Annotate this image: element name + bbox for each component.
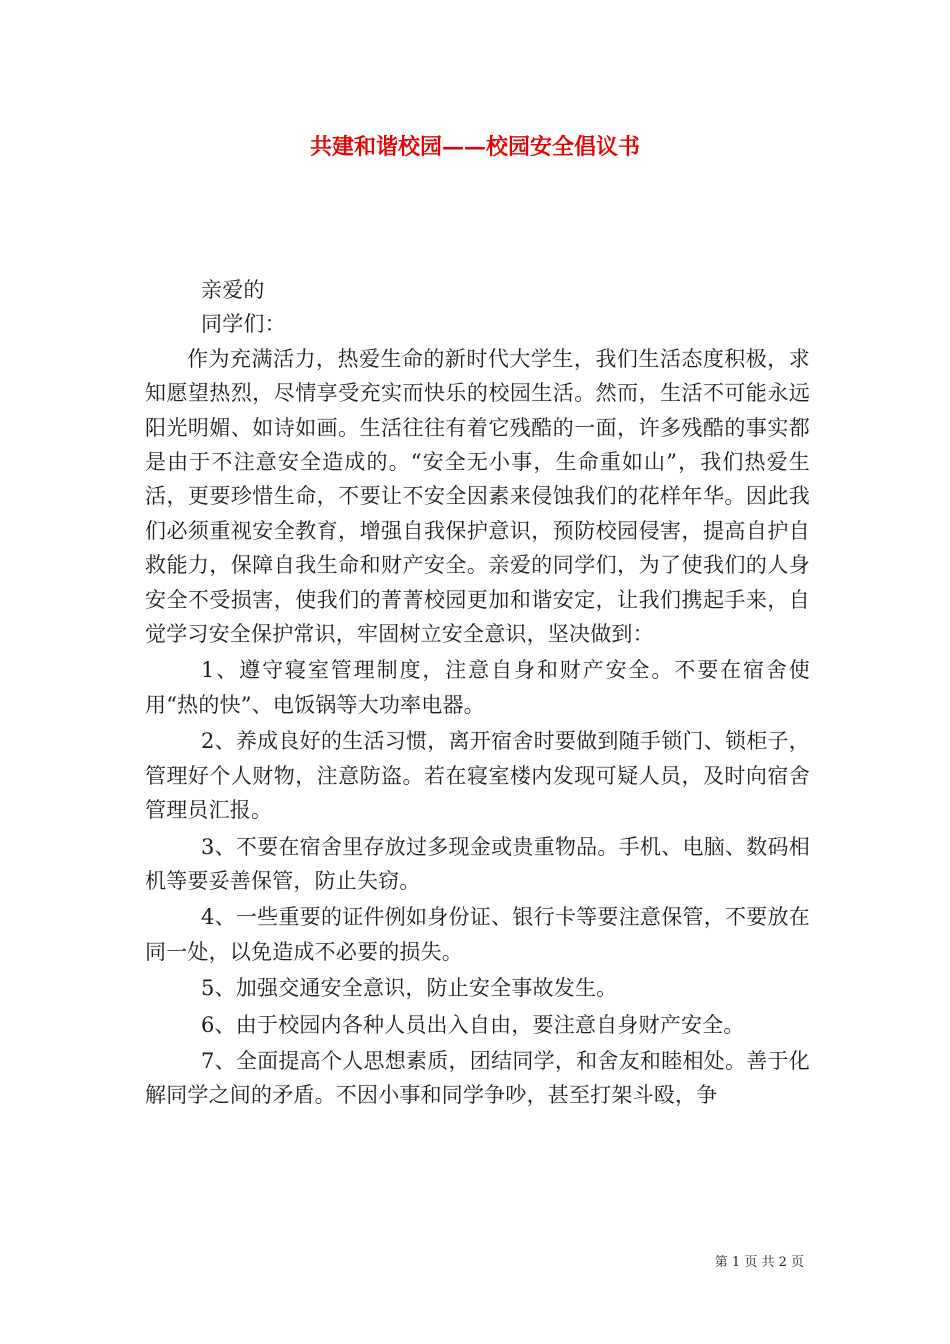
list-item: 4、一些重要的证件例如身份证、银行卡等要注意保管，不要放在同一处，以免造成不必要的损失。 [145, 905, 810, 964]
list-item: 7、全面提高个人思想素质，团结同学，和舍友和睦相处。善于化解同学之间的矛盾。不因小事和同学争吵，甚至打架斗殴，争 [145, 1048, 810, 1108]
list-item: 3、不要在宿舍里存放过多现金或贵重物品。手机、电脑、数码相机等要妥善保管，防止失窃。 [145, 834, 810, 893]
list-item: 5、加强交通安全意识，防止安全事故发生。 [201, 976, 618, 1001]
greeting-line-2: 同学们： [201, 312, 286, 337]
list-item: 2、养成良好的生活习惯，离开宿舍时要做到随手锁门、锁柜子，管理好个人财物，注意防盗。若在寝室楼内发现可疑人员，及时向宿舍管理员汇报。 [145, 729, 810, 823]
page-number-footer: 第 1 页 共 2 页 [714, 1255, 804, 1270]
document-title: 共建和谐校园——校园安全倡议书 [309, 134, 640, 160]
document-body [145, 273, 810, 1113]
list-item: 1、遵守寝室管理制度，注意自身和财产安全。不要在宿舍使用“热的快”、电饭锅等大功率电器。 [145, 658, 810, 717]
intro-paragraph: 作为充满活力，热爱生命的新时代大学生，我们生活态度积极，求知愿望热烈，尽情享受充实而快乐的校园生活。然而，生活不可能永远阳光明媚、如诗如画。生活往往有着它残酷的一面，许多残酷的事实都是由于不注意安全造成的。“安全无小事，生命重如山”，我们热爱生活，更要珍惜生命，不要让不安全因素来侵蚀我们的花样年华。因此我们必须重视安全教育，增强自我保护意识，预防校园侵害，提高自护自救能力，保障自我生命和财产安全。亲爱的同学们，为了使我们的人身安全不受损害，使我们的菁菁校园更加和谐安定，让我们携起手来，自觉学习安全保护常识，牢固树立安全意识，坚决做到： [145, 346, 810, 647]
list-item: 6、由于校园内各种人员出入自由，要注意自身财产安全。 [201, 1012, 745, 1037]
greeting-line-1: 亲爱的 [201, 278, 265, 302]
